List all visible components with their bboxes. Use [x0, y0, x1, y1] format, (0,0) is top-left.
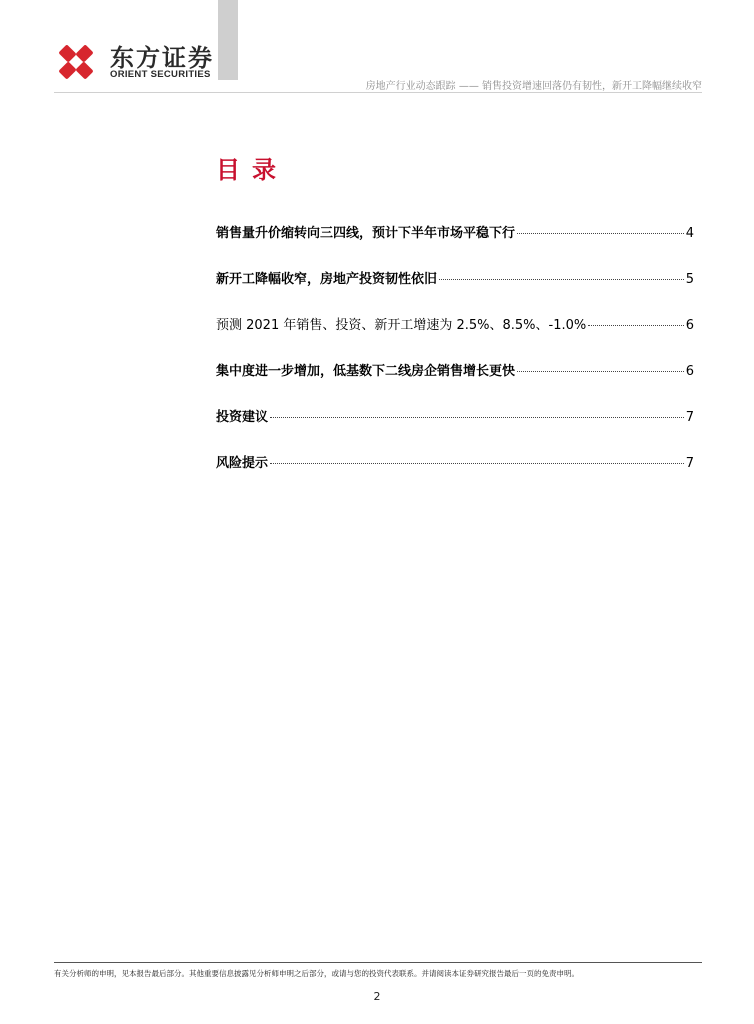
orient-securities-logo-icon [54, 40, 98, 84]
toc-entry[interactable] [216, 268, 694, 314]
table-of-contents [216, 222, 694, 498]
header-divider [54, 92, 702, 93]
toc-entry[interactable] [216, 360, 694, 406]
toc-entry-label: 集中度进一步增加，低基数下二线房企销售增长更快 [216, 364, 516, 379]
toc-leader-dots [439, 279, 684, 280]
toc-entry-label: 新开工降幅收窄，房地产投资韧性依旧 [216, 272, 438, 287]
toc-entry-label: 投资建议 [216, 410, 269, 425]
toc-entry-page: 5 [685, 272, 694, 287]
toc-leader-dots [517, 371, 684, 372]
toc-entry-page: 4 [685, 226, 694, 241]
toc-leader-dots [588, 325, 683, 326]
footer-divider [54, 962, 702, 963]
toc-entry[interactable] [216, 452, 694, 498]
toc-leader-dots [517, 233, 684, 234]
toc-entry[interactable] [216, 222, 694, 268]
toc-entry-label: 风险提示 [216, 456, 269, 471]
toc-entry-page: 7 [685, 456, 694, 471]
header-decoration-bar [218, 0, 238, 80]
toc-leader-dots [270, 417, 684, 418]
page-number: 2 [373, 990, 381, 1003]
toc-entry-page: 6 [685, 364, 694, 379]
toc-title: 目录 [216, 156, 288, 184]
toc-entry-label: 预测 2021 年销售、投资、新开工增速为 2.5%、8.5%、-1.0% [216, 318, 587, 333]
toc-entry[interactable] [216, 314, 694, 360]
logo-english-name: ORIENT SECURITIES [110, 69, 211, 80]
toc-leader-dots [270, 463, 684, 464]
report-header-title: 房地产行业动态跟踪 —— 销售投资增速回落仍有韧性，新开工降幅继续收窄 [365, 81, 702, 92]
logo-chinese-name: 东方证券 [110, 44, 214, 72]
toc-entry[interactable] [216, 406, 694, 452]
toc-entry-page: 6 [685, 318, 694, 333]
company-logo [54, 40, 214, 84]
toc-entry-label: 销售量升价缩转向三四线，预计下半年市场平稳下行 [216, 226, 516, 241]
footer-disclaimer: 有关分析师的申明，见本报告最后部分。其他重要信息披露见分析师申明之后部分，或请与您的投资代表联系。并请阅读本证券研究报告最后一页的免责申明。 [54, 969, 579, 978]
toc-entry-page: 7 [685, 410, 694, 425]
